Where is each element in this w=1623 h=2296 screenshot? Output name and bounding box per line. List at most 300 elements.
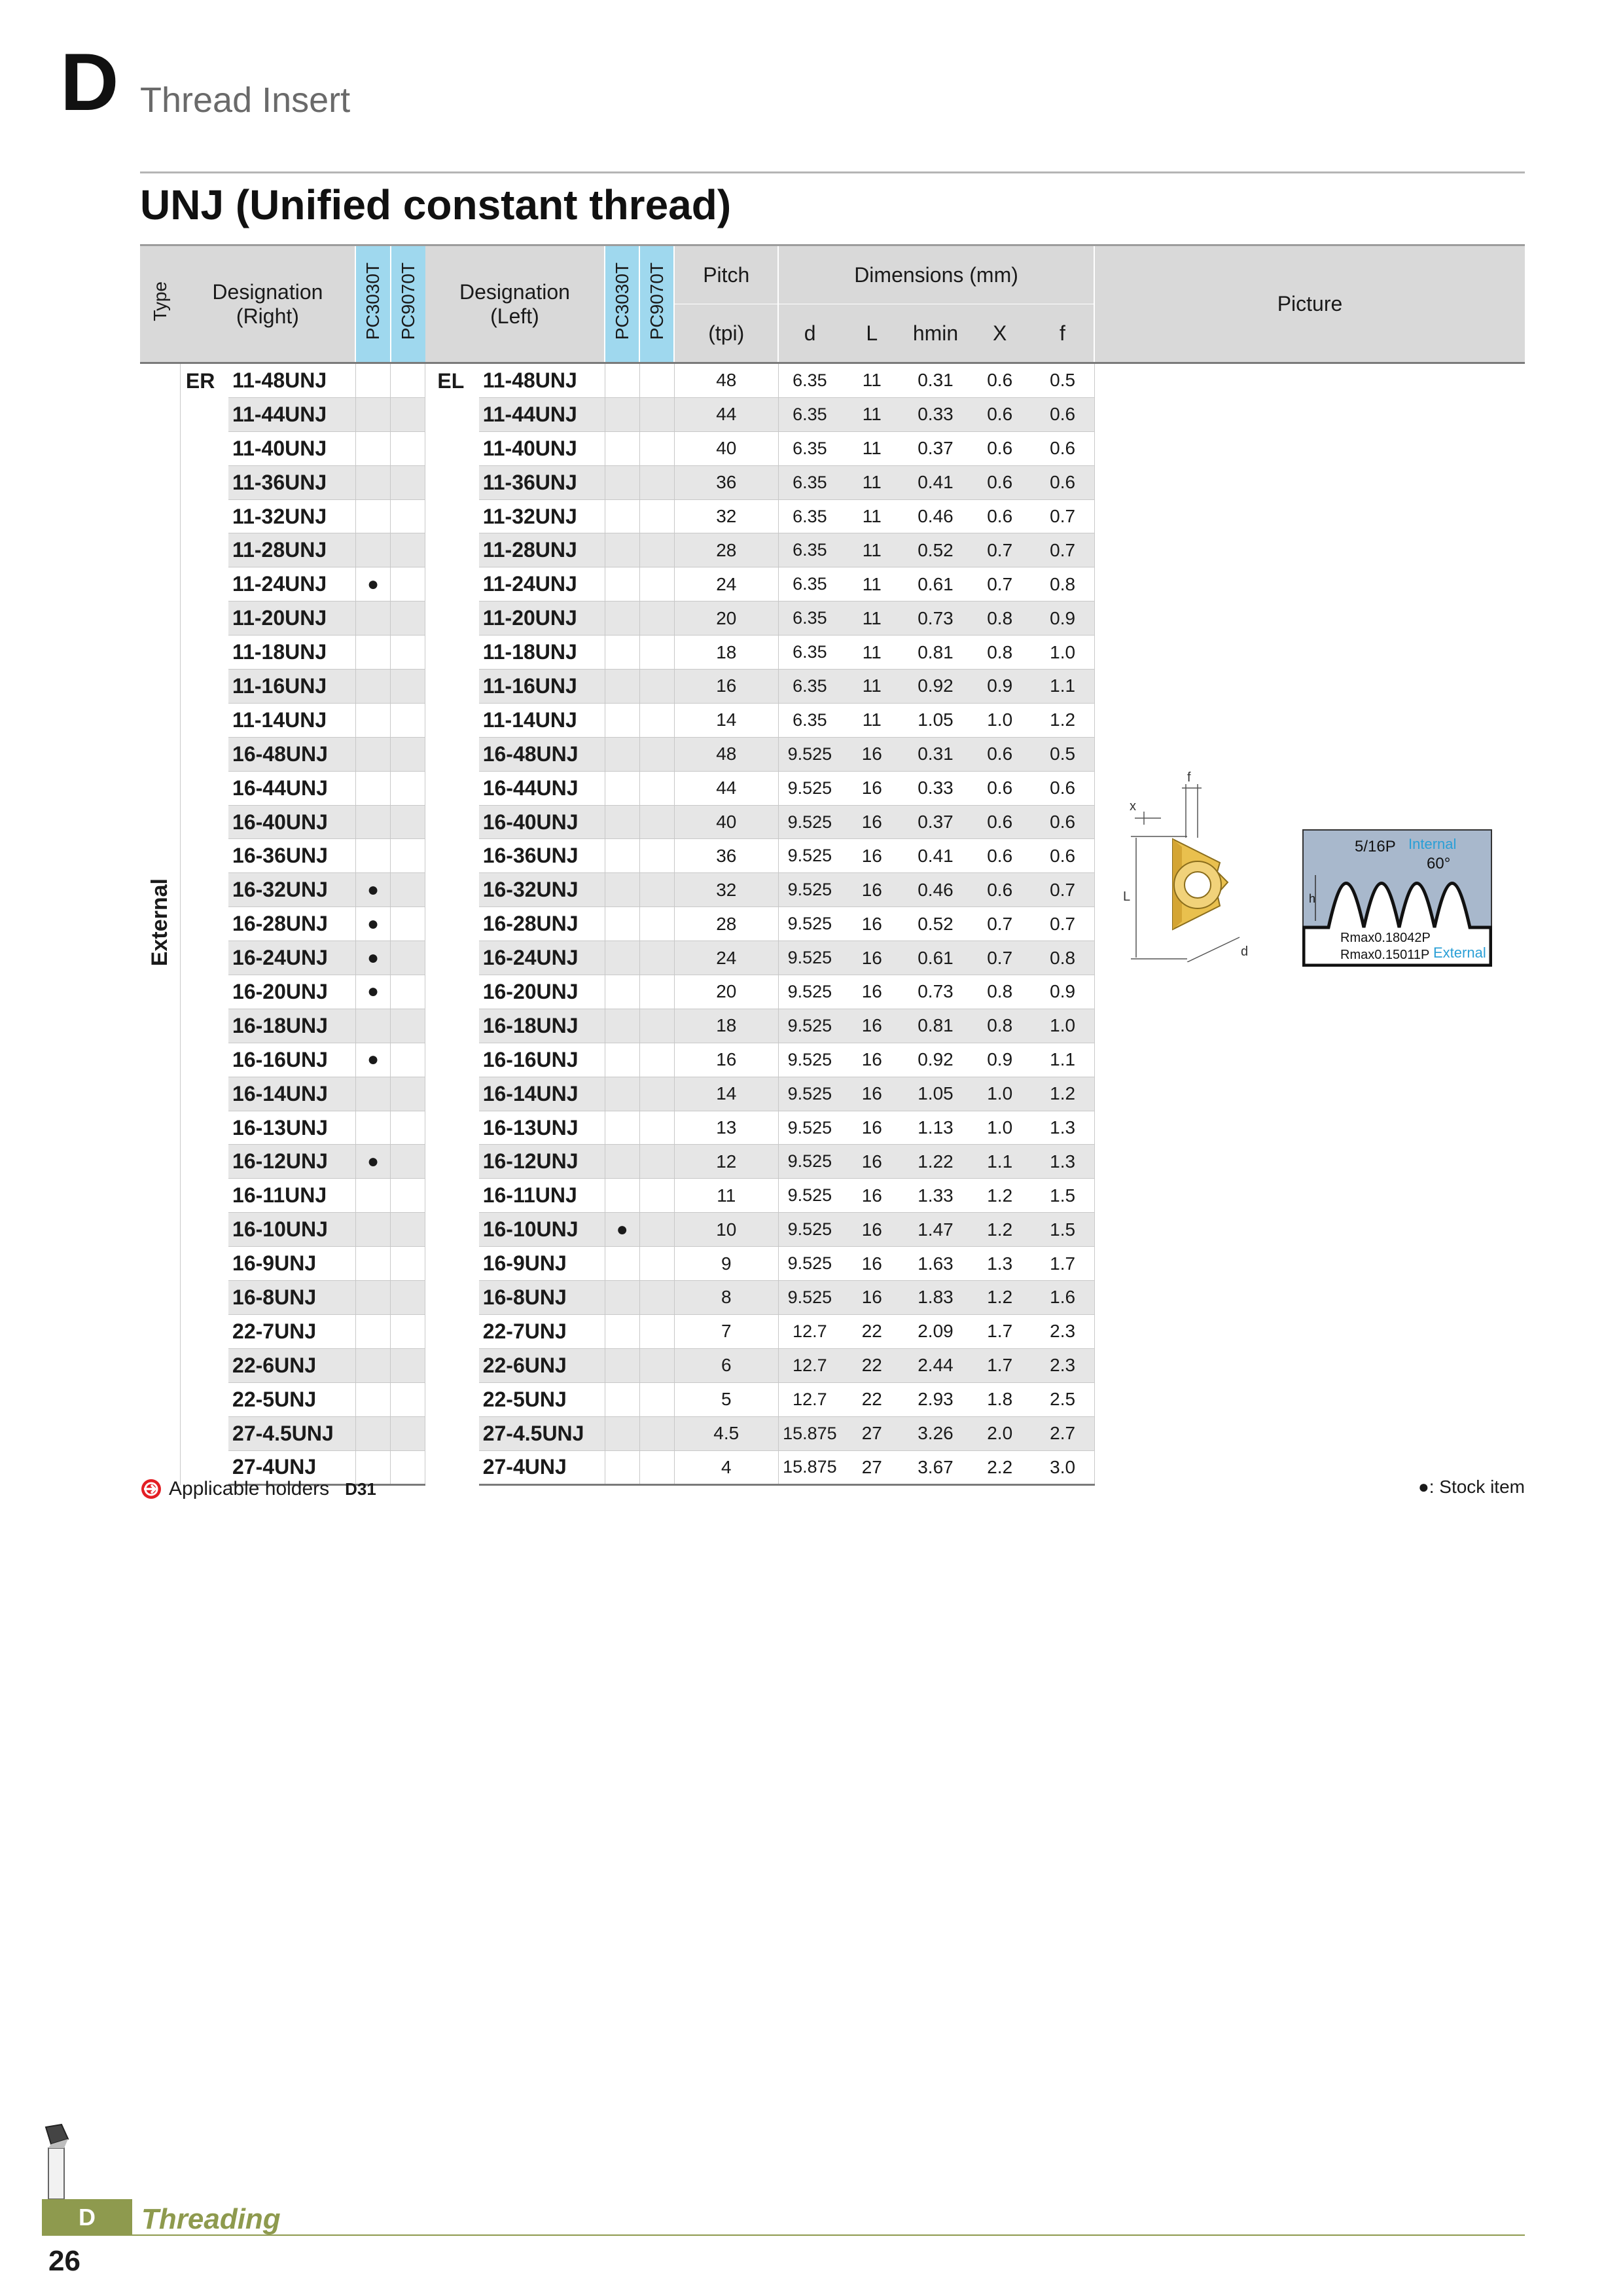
stock-pc9070t-right <box>391 601 425 636</box>
table-row <box>140 363 1525 398</box>
footer-section-name: Threading <box>141 2203 281 2235</box>
applicable-holders-note <box>140 1478 376 1500</box>
designation-right: 16-9UNJ <box>228 1247 355 1281</box>
header-picture: Picture <box>1094 245 1525 363</box>
pitch-tpi: 24 <box>674 567 778 601</box>
pitch-tpi: 20 <box>674 975 778 1009</box>
designation-right: 16-14UNJ <box>228 1077 355 1111</box>
dim-hmin: 0.81 <box>902 636 968 670</box>
dim-f: 1.1 <box>1031 670 1094 704</box>
stock-pc3030t-left <box>605 397 639 431</box>
stock-pc9070t-left <box>639 1009 674 1043</box>
designation-right: 16-13UNJ <box>228 1111 355 1145</box>
pitch-tpi: 16 <box>674 670 778 704</box>
stock-pc3030t-right <box>355 1348 390 1382</box>
stock-pc9070t-left <box>639 533 674 567</box>
dim-x: 0.6 <box>969 771 1031 805</box>
stock-pc9070t-right <box>391 397 425 431</box>
pitch-tpi: 14 <box>674 703 778 737</box>
designation-right: 27-4UNJ <box>228 1450 355 1485</box>
stock-pc3030t-right <box>355 737 390 771</box>
dim-l: 11 <box>841 670 902 704</box>
header-dim-f: f <box>1031 304 1094 363</box>
dim-d: 6.35 <box>778 703 841 737</box>
stock-pc3030t-left <box>605 499 639 533</box>
designation-right: 16-8UNJ <box>228 1281 355 1315</box>
dim-hmin: 0.73 <box>902 975 968 1009</box>
dim-l: 11 <box>841 431 902 465</box>
stock-pc9070t-left <box>639 363 674 398</box>
header-rule <box>140 171 1525 173</box>
designation-right: 22-7UNJ <box>228 1314 355 1348</box>
designation-left: 16-11UNJ <box>479 1179 605 1213</box>
designation-left: 16-36UNJ <box>479 839 605 873</box>
dim-l: 11 <box>841 397 902 431</box>
stock-pc3030t-left <box>605 1416 639 1450</box>
dim-hmin: 0.31 <box>902 737 968 771</box>
stock-pc3030t-right <box>355 1281 390 1315</box>
dim-l: 16 <box>841 1179 902 1213</box>
stock-pc9070t-right <box>391 771 425 805</box>
stock-pc3030t-right <box>355 499 390 533</box>
pitch-tpi: 32 <box>674 499 778 533</box>
stock-pc9070t-right <box>391 1179 425 1213</box>
dim-l: 16 <box>841 907 902 941</box>
dim-d: 12.7 <box>778 1382 841 1416</box>
dim-l: 22 <box>841 1314 902 1348</box>
pitch-tpi: 40 <box>674 805 778 839</box>
stock-pc3030t-left <box>605 636 639 670</box>
dim-d: 15.875 <box>778 1450 841 1485</box>
dim-d: 12.7 <box>778 1314 841 1348</box>
dim-f: 1.7 <box>1031 1247 1094 1281</box>
profile-angle-label: 60° <box>1427 855 1451 872</box>
section-title: UNJ (Unified constant thread) <box>140 181 732 228</box>
stock-pc3030t-right <box>355 771 390 805</box>
threading-tool-icon <box>42 2122 88 2199</box>
designation-right: 11-36UNJ <box>228 465 355 499</box>
stock-pc3030t-left <box>605 1348 639 1382</box>
stock-pc3030t-right <box>355 805 390 839</box>
type-label: External <box>147 878 172 967</box>
profile-rmax-internal: Rmax0.18042P <box>1340 931 1431 945</box>
dim-x: 0.7 <box>969 907 1031 941</box>
dim-l: 27 <box>841 1450 902 1485</box>
designation-left: 16-48UNJ <box>479 737 605 771</box>
dim-f: 1.3 <box>1031 1145 1094 1179</box>
dim-x: 0.7 <box>969 533 1031 567</box>
header-dim-hmin: hmin <box>902 304 968 363</box>
stock-pc9070t-right <box>391 363 425 398</box>
designation-right: 16-18UNJ <box>228 1009 355 1043</box>
stock-pc3030t-left <box>605 907 639 941</box>
dim-l: 16 <box>841 1281 902 1315</box>
dim-d: 9.525 <box>778 941 841 975</box>
dim-l: 16 <box>841 975 902 1009</box>
dim-d: 9.525 <box>778 1145 841 1179</box>
dim-d: 9.525 <box>778 1247 841 1281</box>
dim-l: 22 <box>841 1382 902 1416</box>
designation-left: 16-18UNJ <box>479 1009 605 1043</box>
header-grade-pc9070t-left: PC9070T <box>639 245 674 363</box>
stock-pc9070t-right <box>391 1281 425 1315</box>
pitch-tpi: 40 <box>674 431 778 465</box>
pitch-tpi: 8 <box>674 1281 778 1315</box>
dim-d: 9.525 <box>778 1281 841 1315</box>
holders-label: Applicable holders <box>169 1478 330 1499</box>
stock-pc9070t-right <box>391 1043 425 1077</box>
profile-top-label: 5/16P <box>1355 838 1396 855</box>
dim-f: 0.7 <box>1031 907 1094 941</box>
stock-pc9070t-right <box>391 873 425 907</box>
stock-pc9070t-left <box>639 1416 674 1450</box>
designation-right: 16-12UNJ <box>228 1145 355 1179</box>
dim-x: 0.6 <box>969 873 1031 907</box>
dim-f: 0.7 <box>1031 499 1094 533</box>
designation-right: 11-16UNJ <box>228 670 355 704</box>
dim-d: 9.525 <box>778 975 841 1009</box>
dim-hmin: 0.52 <box>902 533 968 567</box>
dim-hmin: 0.33 <box>902 771 968 805</box>
designation-left: 11-18UNJ <box>479 636 605 670</box>
stock-pc9070t-right <box>391 805 425 839</box>
stock-pc3030t-left <box>605 839 639 873</box>
dim-l: 16 <box>841 1009 902 1043</box>
stock-pc3030t-left <box>605 1111 639 1145</box>
stock-pc9070t-left <box>639 941 674 975</box>
pitch-tpi: 24 <box>674 941 778 975</box>
arrow-circle-icon <box>140 1478 162 1500</box>
stock-pc3030t-right <box>355 636 390 670</box>
dim-x: 1.2 <box>969 1213 1031 1247</box>
designation-right: 16-36UNJ <box>228 839 355 873</box>
dim-f: 1.0 <box>1031 1009 1094 1043</box>
dim-d: 9.525 <box>778 737 841 771</box>
stock-pc9070t-left <box>639 873 674 907</box>
stock-pc3030t-right <box>355 1077 390 1111</box>
designation-left: 11-40UNJ <box>479 431 605 465</box>
stock-pc9070t-right <box>391 1450 425 1485</box>
stock-pc3030t-right: ● <box>355 873 390 907</box>
pitch-tpi: 28 <box>674 907 778 941</box>
label-d: d <box>1241 944 1249 959</box>
chapter-letter: D <box>60 37 119 128</box>
designation-right: 11-32UNJ <box>228 499 355 533</box>
dim-x: 0.6 <box>969 431 1031 465</box>
dim-hmin: 1.05 <box>902 703 968 737</box>
stock-pc3030t-right <box>355 431 390 465</box>
designation-right: 11-40UNJ <box>228 431 355 465</box>
stock-pc9070t-left <box>639 1247 674 1281</box>
pitch-tpi: 10 <box>674 1213 778 1247</box>
dim-hmin: 0.46 <box>902 499 968 533</box>
dim-d: 9.525 <box>778 1077 841 1111</box>
stock-pc9070t-right <box>391 1247 425 1281</box>
designation-right: 16-40UNJ <box>228 805 355 839</box>
stock-pc3030t-right: ● <box>355 975 390 1009</box>
stock-pc3030t-left <box>605 1179 639 1213</box>
dim-x: 2.2 <box>969 1450 1031 1485</box>
stock-pc9070t-right <box>391 737 425 771</box>
dim-d: 6.35 <box>778 533 841 567</box>
dim-l: 16 <box>841 1247 902 1281</box>
designation-left: 22-6UNJ <box>479 1348 605 1382</box>
dim-x: 0.8 <box>969 1009 1031 1043</box>
profile-internal-label: Internal <box>1408 836 1457 852</box>
designation-left: 11-36UNJ <box>479 465 605 499</box>
stock-pc3030t-right <box>355 1111 390 1145</box>
pitch-tpi: 6 <box>674 1348 778 1382</box>
holders-page-link[interactable]: D31 <box>345 1479 376 1499</box>
designation-left: 27-4UNJ <box>479 1450 605 1485</box>
dim-x: 0.6 <box>969 363 1031 398</box>
dim-hmin: 3.67 <box>902 1450 968 1485</box>
dim-x: 1.0 <box>969 1077 1031 1111</box>
stock-pc9070t-right <box>391 1382 425 1416</box>
dim-hmin: 1.05 <box>902 1077 968 1111</box>
dim-f: 1.2 <box>1031 1077 1094 1111</box>
pitch-tpi: 7 <box>674 1314 778 1348</box>
stock-pc3030t-left <box>605 737 639 771</box>
designation-left: 11-28UNJ <box>479 533 605 567</box>
stock-pc9070t-right <box>391 1348 425 1382</box>
stock-pc3030t-right <box>355 1179 390 1213</box>
label-l: L <box>1123 889 1131 904</box>
dim-d: 9.525 <box>778 1043 841 1077</box>
stock-pc9070t-left <box>639 1382 674 1416</box>
dim-hmin: 0.61 <box>902 567 968 601</box>
dim-hmin: 0.92 <box>902 670 968 704</box>
dim-hmin: 0.52 <box>902 907 968 941</box>
dim-hmin: 2.44 <box>902 1348 968 1382</box>
stock-pc9070t-right <box>391 1077 425 1111</box>
dim-d: 9.525 <box>778 1009 841 1043</box>
designation-right: 22-5UNJ <box>228 1382 355 1416</box>
stock-pc3030t-left <box>605 567 639 601</box>
stock-pc9070t-left <box>639 771 674 805</box>
stock-pc9070t-right <box>391 941 425 975</box>
designation-left: 11-24UNJ <box>479 567 605 601</box>
designation-right: 16-44UNJ <box>228 771 355 805</box>
designation-left: 22-7UNJ <box>479 1314 605 1348</box>
dim-f: 1.3 <box>1031 1111 1094 1145</box>
header-designation-right: Designation (Right) <box>180 245 355 363</box>
dim-x: 0.6 <box>969 805 1031 839</box>
stock-pc3030t-right: ● <box>355 907 390 941</box>
header-grade-pc3030t-left: PC3030T <box>605 245 639 363</box>
stock-pc3030t-right: ● <box>355 941 390 975</box>
designation-left: 16-8UNJ <box>479 1281 605 1315</box>
dim-l: 11 <box>841 465 902 499</box>
designation-left: 16-12UNJ <box>479 1145 605 1179</box>
dim-d: 6.35 <box>778 465 841 499</box>
designation-left: 16-20UNJ <box>479 975 605 1009</box>
dim-x: 0.6 <box>969 737 1031 771</box>
dim-f: 1.5 <box>1031 1213 1094 1247</box>
designation-right: 11-14UNJ <box>228 703 355 737</box>
dim-d: 9.525 <box>778 771 841 805</box>
dim-x: 0.8 <box>969 975 1031 1009</box>
dim-hmin: 1.83 <box>902 1281 968 1315</box>
stock-pc9070t-right <box>391 1145 425 1179</box>
dim-f: 0.5 <box>1031 363 1094 398</box>
dim-x: 0.7 <box>969 567 1031 601</box>
pitch-tpi: 9 <box>674 1247 778 1281</box>
dim-f: 0.9 <box>1031 601 1094 636</box>
dim-f: 2.7 <box>1031 1416 1094 1450</box>
designation-left: 22-5UNJ <box>479 1382 605 1416</box>
dim-hmin: 0.73 <box>902 601 968 636</box>
stock-pc9070t-left <box>639 1348 674 1382</box>
designation-right: 16-11UNJ <box>228 1179 355 1213</box>
header-dim-l: L <box>841 304 902 363</box>
dim-f: 0.7 <box>1031 533 1094 567</box>
stock-pc3030t-right <box>355 1314 390 1348</box>
stock-pc3030t-left: ● <box>605 1213 639 1247</box>
stock-pc3030t-left <box>605 533 639 567</box>
pitch-tpi: 48 <box>674 737 778 771</box>
stock-pc9070t-left <box>639 703 674 737</box>
dim-x: 0.7 <box>969 941 1031 975</box>
dim-l: 16 <box>841 1213 902 1247</box>
dim-f: 1.6 <box>1031 1281 1094 1315</box>
pitch-tpi: 5 <box>674 1382 778 1416</box>
dim-x: 0.6 <box>969 465 1031 499</box>
designation-left: 16-28UNJ <box>479 907 605 941</box>
designation-left: 16-40UNJ <box>479 805 605 839</box>
dim-d: 9.525 <box>778 805 841 839</box>
dim-x: 1.0 <box>969 1111 1031 1145</box>
dim-d: 9.525 <box>778 1111 841 1145</box>
designation-left: 16-44UNJ <box>479 771 605 805</box>
header-grade-pc9070t-right: PC9070T <box>391 245 425 363</box>
dim-x: 1.3 <box>969 1247 1031 1281</box>
dim-l: 11 <box>841 363 902 398</box>
dim-hmin: 0.61 <box>902 941 968 975</box>
stock-pc9070t-right <box>391 1213 425 1247</box>
dim-l: 22 <box>841 1348 902 1382</box>
stock-pc9070t-right <box>391 1416 425 1450</box>
dim-f: 0.6 <box>1031 839 1094 873</box>
header-dim-d: d <box>778 304 841 363</box>
page-number: 26 <box>48 2245 80 2277</box>
stock-pc3030t-left <box>605 1043 639 1077</box>
dim-x: 1.7 <box>969 1348 1031 1382</box>
dim-l: 11 <box>841 567 902 601</box>
pitch-tpi: 18 <box>674 636 778 670</box>
stock-pc9070t-right <box>391 975 425 1009</box>
designation-left: 16-24UNJ <box>479 941 605 975</box>
designation-right: 11-18UNJ <box>228 636 355 670</box>
profile-h-label: h <box>1309 892 1316 905</box>
stock-pc9070t-right <box>391 703 425 737</box>
stock-pc3030t-right <box>355 363 390 398</box>
stock-pc3030t-left <box>605 431 639 465</box>
header-designation-left: Designation (Left) <box>425 245 605 363</box>
stock-pc9070t-left <box>639 1450 674 1485</box>
stock-pc3030t-left <box>605 1145 639 1179</box>
stock-pc9070t-left <box>639 397 674 431</box>
thread-profile-drawing <box>1302 829 1492 967</box>
dim-f: 0.6 <box>1031 431 1094 465</box>
dim-hmin: 3.26 <box>902 1416 968 1450</box>
dim-x: 0.6 <box>969 839 1031 873</box>
stock-pc9070t-right <box>391 1314 425 1348</box>
designation-left: 11-44UNJ <box>479 397 605 431</box>
label-f: f <box>1187 770 1191 785</box>
pitch-tpi: 13 <box>674 1111 778 1145</box>
pitch-tpi: 28 <box>674 533 778 567</box>
dim-hmin: 0.37 <box>902 431 968 465</box>
stock-pc9070t-left <box>639 1281 674 1315</box>
pitch-tpi: 18 <box>674 1009 778 1043</box>
stock-pc9070t-left <box>639 567 674 601</box>
pitch-tpi: 32 <box>674 873 778 907</box>
designation-right: 11-48UNJ <box>228 363 355 398</box>
stock-pc3030t-right <box>355 1247 390 1281</box>
designation-left: 16-14UNJ <box>479 1077 605 1111</box>
designation-left: 16-10UNJ <box>479 1213 605 1247</box>
dim-f: 0.8 <box>1031 567 1094 601</box>
stock-pc3030t-left <box>605 771 639 805</box>
header-dimensions: Dimensions (mm) <box>778 245 1094 304</box>
header-dim-x: X <box>969 304 1031 363</box>
dim-hmin: 0.41 <box>902 465 968 499</box>
pitch-tpi: 20 <box>674 601 778 636</box>
stock-pc9070t-left <box>639 1111 674 1145</box>
dim-x: 0.8 <box>969 636 1031 670</box>
stock-pc3030t-left <box>605 1009 639 1043</box>
pitch-tpi: 16 <box>674 1043 778 1077</box>
stock-pc3030t-left <box>605 873 639 907</box>
dim-l: 27 <box>841 1416 902 1450</box>
dim-f: 2.3 <box>1031 1314 1094 1348</box>
chapter-title: Thread Insert <box>140 81 351 120</box>
designation-right: 27-4.5UNJ <box>228 1416 355 1450</box>
designation-right: 11-44UNJ <box>228 397 355 431</box>
stock-pc9070t-left <box>639 975 674 1009</box>
stock-pc3030t-left <box>605 1077 639 1111</box>
dim-f: 0.9 <box>1031 975 1094 1009</box>
pitch-tpi: 4 <box>674 1450 778 1485</box>
dim-hmin: 2.93 <box>902 1382 968 1416</box>
stock-pc9070t-left <box>639 636 674 670</box>
stock-pc3030t-right: ● <box>355 567 390 601</box>
stock-pc3030t-left <box>605 805 639 839</box>
stock-pc9070t-right <box>391 499 425 533</box>
dim-d: 6.35 <box>778 363 841 398</box>
stock-pc3030t-left <box>605 703 639 737</box>
dim-hmin: 1.47 <box>902 1213 968 1247</box>
dim-l: 11 <box>841 601 902 636</box>
stock-pc3030t-left <box>605 1314 639 1348</box>
dim-l: 11 <box>841 533 902 567</box>
stock-pc9070t-left <box>639 499 674 533</box>
stock-pc3030t-left <box>605 941 639 975</box>
stock-pc9070t-right <box>391 907 425 941</box>
designation-right: 11-24UNJ <box>228 567 355 601</box>
stock-pc9070t-left <box>639 737 674 771</box>
dim-l: 16 <box>841 1043 902 1077</box>
dim-l: 11 <box>841 636 902 670</box>
profile-external-label: External <box>1433 944 1486 961</box>
dim-f: 0.6 <box>1031 805 1094 839</box>
dim-d: 9.525 <box>778 907 841 941</box>
dim-f: 0.6 <box>1031 397 1094 431</box>
stock-pc9070t-right <box>391 1009 425 1043</box>
stock-pc3030t-right: ● <box>355 1043 390 1077</box>
dim-f: 1.5 <box>1031 1179 1094 1213</box>
